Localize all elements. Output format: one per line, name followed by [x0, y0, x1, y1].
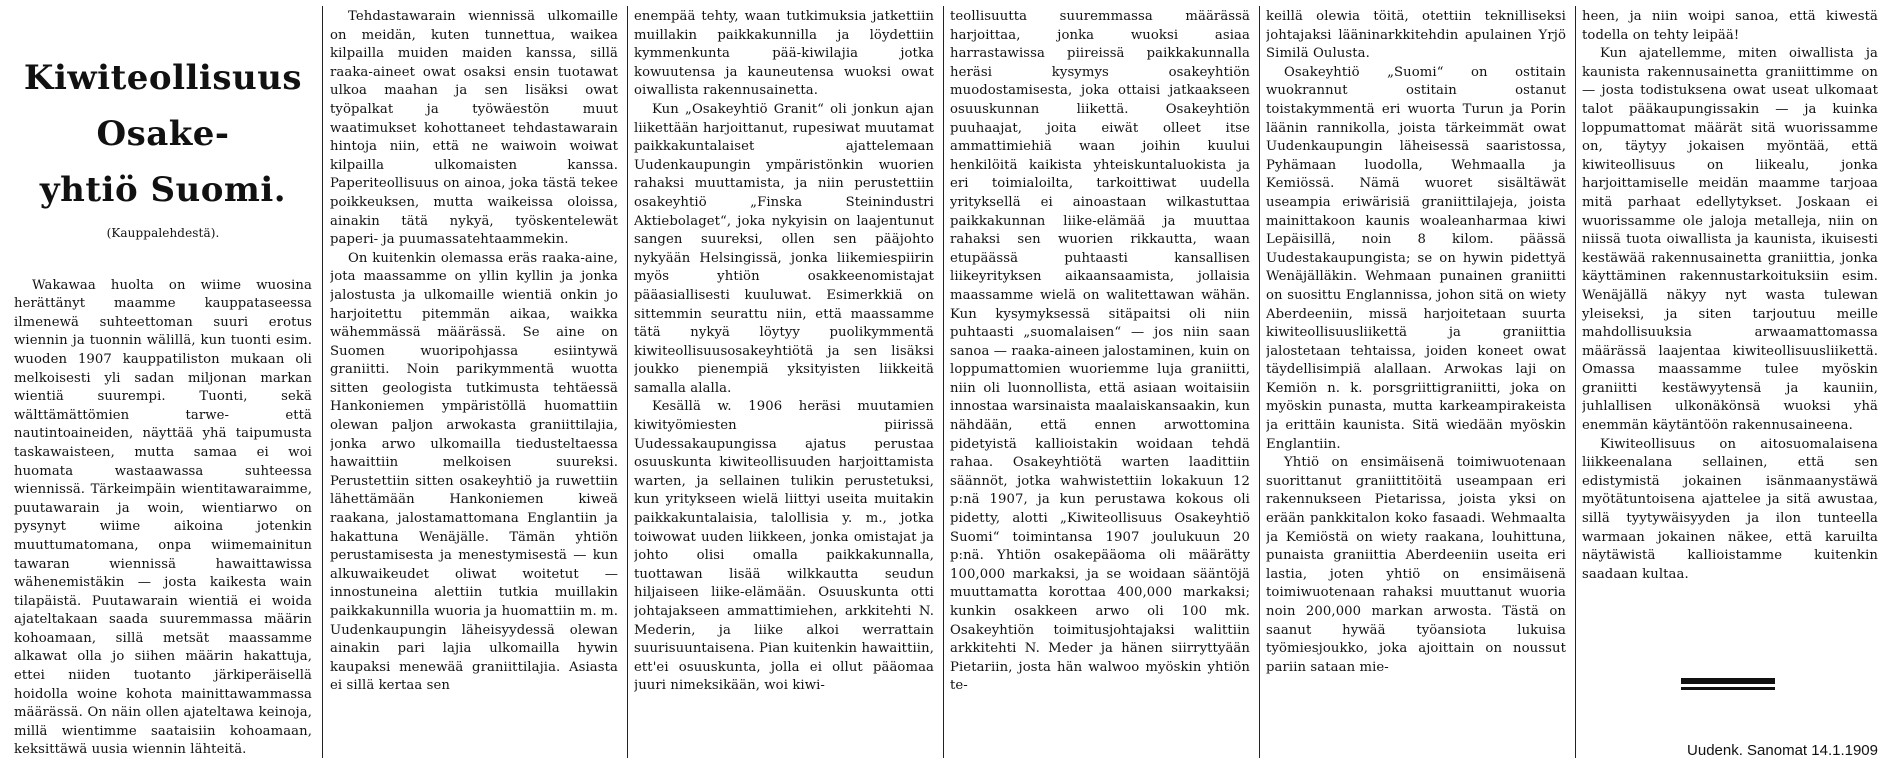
paragraph: heen, ja niin woipi sanoa, että kiwestä todella on tehty leipää! — [1582, 9, 1878, 43]
column-divider — [1259, 6, 1260, 758]
paragraph: enempää tehty, waan tutkimuksia jatkettiin muillakin paikkakunnilla ja löydettiin kymmenkunta pää-kiwilajia jotka kowuutensa ja kauneutensa wuoksi owat oiwallista rakennusainetta. — [634, 9, 934, 99]
paragraph: Osakeyhtiö „Suomi“ on ostitain wuokrannut ostitain ostanut toistakymmentä eri wuorta Turun ja Porin läänin rannikolla, joista tärkeimmät owat Uudenkaupungin läheisessä saaristossa, Pyhämaan luodolla, Wehmaalla ja Kemiössä. Nämä wuoret sisältäwät useampia eriwärisiä graniittilajeja, joista mainittakoon kaunis woaleanharmaa kiwi Lepäisillä, noin 8 kilom. päässä Uudestakaupungista; se on hywin pidettyä Wenäjälläkin. Wehmaan punainen graniitti on suosittu Englannissa, johon sitä on wiety Aberdeeniin, missä harjoitetaan suurta kiwiteollisuusliikettä ja graniittia jalostetaan tehtaissa, joiden koneet owat täydellisimpiä alallaan. Arwokas laji on Kemiön n. k. porsgriittigraniitti, joka on myöskin punasta, mutta karkeampirakeista ja erittäin kaunista. Sitä wiedään myöskin Englantiin. — [1266, 64, 1566, 452]
paragraph: Yhtiö on ensimäisenä toimiwuotenaan suorittanut graniittitöitä useampaan eri rakennukseen Pietarissa, joista yksi on erään pankkitalon koko fasaadi. Wehmaalta ja Kemiöstä on wiety raakana, louhittuna, punaista graniittia Aberdeeniin useita eri lastia, joten yhtiö on ensimäisenä toimiwuotenaan rahaksi muuttanut wuoria noin 200,000 markan arwosta. Tästä on saanut hywää työansiota lukuisa työmiesjoukko, joka ajoittain on noussut pariin sataan mie- — [1266, 455, 1566, 675]
column-divider — [943, 6, 944, 758]
paragraph: Tehdastawarain wiennissä ulkomaille on meidän, kuten tunnettua, waikea kilpailla muiden maiden kanssa, sillä raaka-aineet owat osaksi ensin tuotawat ulkoa maahan ja sen lisäksi owat työpalkat ja työwäestön muut waatimukset kohottaneet tehdastawarain hintoja niin, että ne waiwoin woiwat kilpailla ulkomaisten kanssa. Paperiteollisuus on ainoa, joka tästä tekee poikkeuksen, mutta waikeissa oloissa, ainakin tätä nykyä, työskentelewät paperi- ja puumassatehtaammekin. — [330, 9, 618, 248]
paragraph: On kuitenkin olemassa eräs raaka-aine, jota maassamme on yllin kyllin ja jonka jalostusta ja ulkomaille wientiä onkin jo harjoitettu pitemmän aikaa, waikka wähemmässä määrässä. Se aine on Suomen wuoripohjassa esiintywä graniitti. Noin parikymmentä wuotta sitten geologista tutkimusta tehtäessä Hankoniemen ympäristöllä huomattiin olewan paljon arwokasta graniittilajia, jonka arwo ulkomailla tiedusteltaessa hawaittiin melkoisen suureksi. Perustettiin sitten osakeyhtiö ja ruwettiin lähettämään Hankoniemen kiweä raakana, jalostamattomana Englantiin ja hakattuna Wenäjälle. Tämän yhtiön perustamisesta ja menestymisestä — kun alkuwaikeudet oliwat woitetut — innostuneina alettiin tutkia muillakin paikkakunnilla wuoria ja huomattiin m. m. Uudenkaupungin läheisyydessä olewan ainakin pari lajia ulkomailla hywin kaupaksi menewää graniittilajia. Asiasta ei sillä kertaa sen — [330, 250, 618, 694]
article-title-line-2: yhtiö Suomi. — [39, 170, 287, 210]
column-3 — [634, 8, 934, 758]
column-6 — [1582, 8, 1878, 608]
column-4 — [950, 8, 1250, 758]
column-divider — [322, 6, 323, 758]
paragraph: Kesällä w. 1906 heräsi muutamien kiwityömiesten piirissä Uudessakaupungissa ajatus perustaa osuuskunta kiwiteollisuuden harjoittamista warten, ja sellainen tulikin perustetuksi, kun yritykseen wielä liittyi useita muitakin paikkakuntalaisia, talollisia y. m., jotka toiwowat uuden liikkeen, jonka omistajat ja johto olisi omalla paikkakunnalla, tuottawan lisää wilkkautta seudun hiljaiseen liike-elämään. Osuuskunta otti johtajakseen ammattimiehen, arkkitehti N. Mederin, ja liike alkoi werrattain suurisuuntaisena. Pian kuitenkin hawaittiin, ett'ei osuuskunta, jolla ei ollut pääomaa juuri nimeksikään, woi kiwi- — [634, 399, 934, 694]
newspaper-credit: Uudenk. Sanomat 14.1.1909 — [1687, 742, 1878, 759]
article-end-rule — [1681, 678, 1775, 690]
paragraph: Kun ajatellemme, miten oiwallista ja kaunista rakennusainetta graniittimme on — josta todistuksena owat useat ulkomaat talot pääkaupungissakin — ja kuinka loppumattomat määrät sitä wuorissamme on, täytyy jokaisen myöntää, että kiwiteollisuus on liikealu, jonka harjoittamiselle meidän maamme tarjoaa mitä parhaat edellytykset. Joskaan ei wuorissamme ole jaloja metalleja, niin on niissä tuota oiwallista ja kaunista, ikuisesti kestäwää rakennusainetta graniittia, jonka käyttäminen rakennustarkoituksiin esim. Wenäjällä näkyy nyt wasta tulewan yleiseksi, ja siten tarjoutuu meille mahdollisuuksia arwaamattomassa määrässä laajentaa kiwiteollisuusliikettä. Omassa maassamme tulee myöskin graniitti kestäwyytensä ja kauniin, juhlallisen ulkonäkönsä wuoksi yhä enemmän käytäntöön rakennusaineena. — [1582, 46, 1878, 434]
article-title — [14, 50, 312, 218]
paragraph: teollisuutta suuremmassa määrässä harjoittaa, jonka wuoksi asiaa harrastawissa piireissä paikkakunnalla heräsi kysymys osakeyhtiön muodostamisesta, joka ottaisi jatkaakseen osuuskunnan liikettä. Osakeyhtiön puuhaajat, joita eiwät olleet itse ammattimiehiä waan joihin kuului henkilöitä kaikista yhteiskuntaluokista ja eri toimialoilta, tarkoittiwat uudella yrityksellä ei ainoastaan wilkastuttaa paikkakunnan liike-elämää ja muuttaa rahaksi sen wuorien rikkautta, waan etupäässä puhtaasti kansallisen liikeyrityksen aikaansaamista, jollaisia maassamme wielä on walitettawan wähän. Kun kysymyksessä sitäpaitsi oli niin puhtaasti „suomalaisen“ — jos niin saan sanoa — raaka-aineen jalostaminen, kuin on loppumattomien wuoriemme luja graniitti, niin oli luonnollista, että asiaan woitaisiin innostaa warsinaista maalaiskansaakin, kun nähdään, että ennen arwottomina pidetyistä kallioistakin woidaan tehdä rahaa. Osakeyhtiötä warten laadittiin säännöt, jotka wahwistettiin lokakuun 12 p:nä 1907, ja kun perustawa kokous oli pidetty, alotti „Kiwiteollisuus Osakeyhtiö Suomi“ toimintansa 1907 joulukuun 20 p:nä. Yhtiön osakepääoma oli määrätty 100,000 markaksi, ja se woidaan sääntöjä muuttamatta korottaa 400,000 markaksi; kunkin osakkeen arwo oli 100 mk. Osakeyhtiön toimitusjohtajaksi walittiin arkkitehti N. Meder ja hänen siirryttyään Pietariin, josta hän walwoo myöskin yhtiön te- — [950, 9, 1250, 694]
column-5 — [1266, 8, 1566, 758]
paragraph: Kun „Osakeyhtiö Granit“ oli jonkun ajan liikettään harjoittanut, rupesiwat muutamat paikkakuntalaiset ajattelemaan Uudenkaupungin ympäristönkin wuorien rahaksi muuttamista, ja niin perustettiin osakeyhtiö „Finska Steinindustri Aktiebolaget“, joka nykyisin on laajentunut sangen suureksi, ollen sen pääjohto nykyään Helsingissä, jonka liikemiespiirin myös yhtiön osakkeenomistajat pääasiallisesti kuuluwat. Esimerkkiä on sittemmin seurattu niin, että maassamme tätä nykyä löytyy puolikymmentä kiwiteollisuusosakeyhtiötä ja sen lisäksi joukko pienempiä yksityisten liikkeitä samalla alalla. — [634, 101, 934, 396]
article-source: (Kauppalehdestä). — [106, 226, 220, 240]
article-title-line-1: Kiwiteollisuus Osake- — [23, 58, 303, 154]
column-divider — [627, 6, 628, 758]
column-2 — [330, 8, 618, 758]
paragraph: Kiwiteollisuus on aitosuomalaisena liikkeenalana sellainen, että sen edistymistä jokainen isänmaanystäwä myötätuntoisena ajattelee ja sitä awustaa, sillä tyytywäisyyden ja ilon tunteella warmaan jokainen näkee, että karuilta näytäwistä kallioistamme kuitenkin saadaan kultaa. — [1582, 436, 1878, 582]
column-divider — [1575, 6, 1576, 758]
paragraph: Wakawaa huolta on wiime wuosina herättänyt maamme kauppataseessa ilmenewä suhteettoman suuri erotus wiennin ja tuonnin wälillä, kun tuonti esim. wuoden 1907 kauppatiliston mukaan oli melkoisesti yli sadan miljonan markan wientiä suurempi. Tuonti, sekä wälttämättömien tarwe- että nautintoaineiden, näyttää yhä taipumusta taskawaisteen, mutta samaa ei woi huomata wastaawassa suhteessa wiennissä. Tärkeimpäin wientitawaraimme, puutawarain ja woin, wientiarwo on pysynyt wiime aikoina jotenkin muuttumatomana, onpa wiimemainitun tawaran wiennissä hawaittawissa wähenemistäkin — josta kaikesta wain tilapäistä. Puutawarain wientiä ei woida ajateltakaan saada suuremmassa määrin kohoamaan, sillä metsät maassamme alkawat olla jo siihen määrin hakattuja, ettei niiden tuotanto järkiperäisellä hoidolla woine kohota mainittawammassa määrässä. On näin ollen ajateltawa keinoja, millä wientimme saataisiin kohoamaan, keksittäwä uusia wiennin lähteitä. — [14, 277, 312, 758]
paragraph: keillä olewia töitä, otettiin teknilliseksi johtajaksi lääninarkkitehdin apulainen Yrjö Similä Oulusta. — [1266, 9, 1566, 62]
column-1 — [14, 8, 312, 758]
